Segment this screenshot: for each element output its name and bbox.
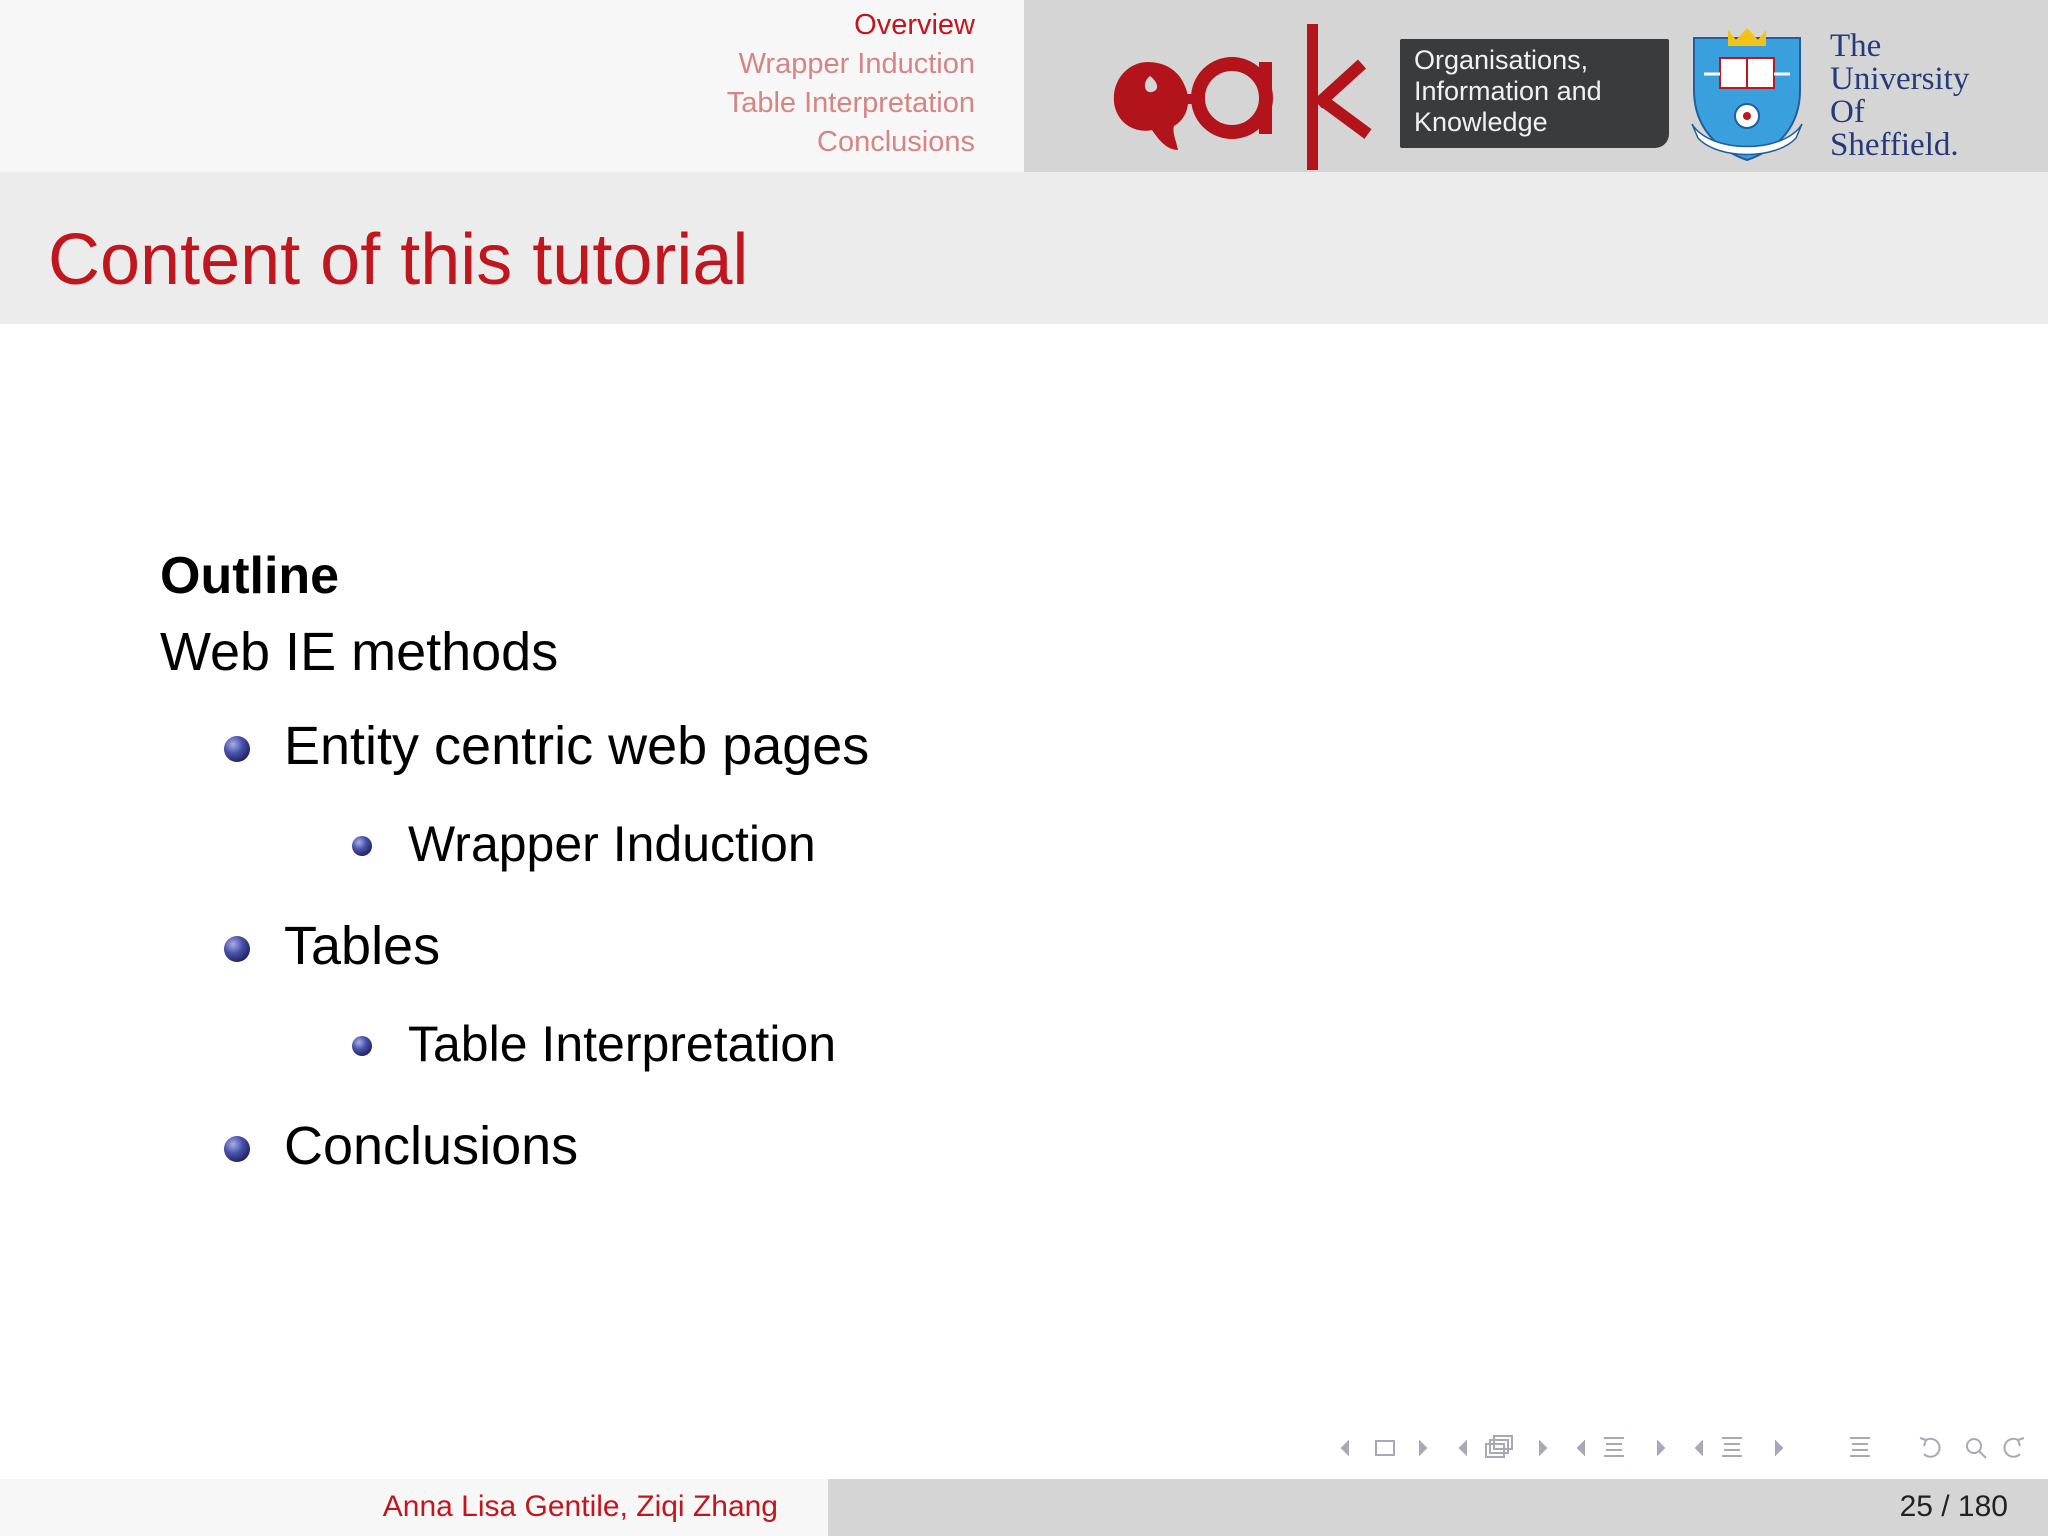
section-icon[interactable] bbox=[1722, 1438, 1742, 1456]
bullet-icon bbox=[224, 936, 250, 962]
footer-authors: Anna Lisa Gentile, Ziqi Zhang bbox=[382, 1490, 778, 1523]
university-name-line: The bbox=[1830, 28, 1882, 64]
list-subitem-text: Table Interpretation bbox=[408, 1016, 837, 1072]
bullet-icon bbox=[224, 1136, 250, 1162]
nav-next-frame-icon[interactable] bbox=[1540, 1442, 1546, 1454]
outline-heading: Outline bbox=[160, 547, 340, 605]
bullet-icon bbox=[352, 1036, 372, 1056]
nav-section-wrapper-induction[interactable]: Wrapper Induction bbox=[738, 48, 975, 80]
university-name-line: Sheffield. bbox=[1830, 127, 1959, 163]
list-item-text: Conclusions bbox=[284, 1116, 579, 1176]
bullet-icon bbox=[352, 836, 372, 856]
university-name-line: Of bbox=[1830, 94, 1865, 130]
nav-section-conclusions[interactable]: Conclusions bbox=[817, 126, 975, 158]
back-arrow-icon[interactable] bbox=[1920, 1438, 1940, 1457]
nav-next-section-icon[interactable] bbox=[1776, 1442, 1782, 1454]
university-name-line: University bbox=[1830, 61, 1970, 97]
bullet-icon bbox=[224, 736, 250, 762]
page-number: 25 / 180 bbox=[1899, 1490, 2008, 1523]
oak-tagline-line: Knowledge bbox=[1414, 107, 1548, 137]
document-icon[interactable] bbox=[1850, 1438, 1870, 1456]
oak-logo bbox=[1108, 22, 1372, 172]
section-navigation bbox=[727, 6, 975, 162]
slide-icon[interactable] bbox=[1376, 1441, 1394, 1455]
oak-tagline-box bbox=[1400, 39, 1669, 148]
list-item-text: Tables bbox=[284, 916, 441, 976]
oak-tagline-line: Organisations, bbox=[1414, 45, 1589, 75]
outline-subtitle: Web IE methods bbox=[160, 622, 559, 682]
forward-arrow-icon[interactable] bbox=[2004, 1438, 2024, 1457]
university-name bbox=[1830, 30, 1969, 162]
nav-next-slide-icon[interactable] bbox=[1420, 1442, 1426, 1454]
nav-prev-section-icon[interactable] bbox=[1696, 1442, 1702, 1454]
nav-prev-frame-icon[interactable] bbox=[1460, 1442, 1466, 1454]
navigation-symbols bbox=[1336, 1430, 2036, 1466]
nav-prev-slide-icon[interactable] bbox=[1342, 1442, 1348, 1454]
footer-right-panel bbox=[828, 1479, 2048, 1536]
search-icon[interactable] bbox=[1967, 1439, 1986, 1458]
frame-icon[interactable] bbox=[1486, 1436, 1512, 1457]
university-crest-icon bbox=[1690, 28, 1804, 164]
nav-prev-subsection-icon[interactable] bbox=[1578, 1442, 1584, 1454]
nav-section-table-interpretation[interactable]: Table Interpretation bbox=[726, 87, 975, 119]
subsection-icon[interactable] bbox=[1604, 1438, 1624, 1456]
list-item-text: Entity centric web pages bbox=[284, 716, 870, 776]
nav-next-subsection-icon[interactable] bbox=[1658, 1442, 1664, 1454]
nav-section-overview[interactable]: Overview bbox=[854, 9, 975, 41]
frame-title: Content of this tutorial bbox=[48, 220, 749, 300]
list-subitem-text: Wrapper Induction bbox=[408, 816, 816, 872]
oak-tagline-line: Information and bbox=[1414, 76, 1602, 106]
